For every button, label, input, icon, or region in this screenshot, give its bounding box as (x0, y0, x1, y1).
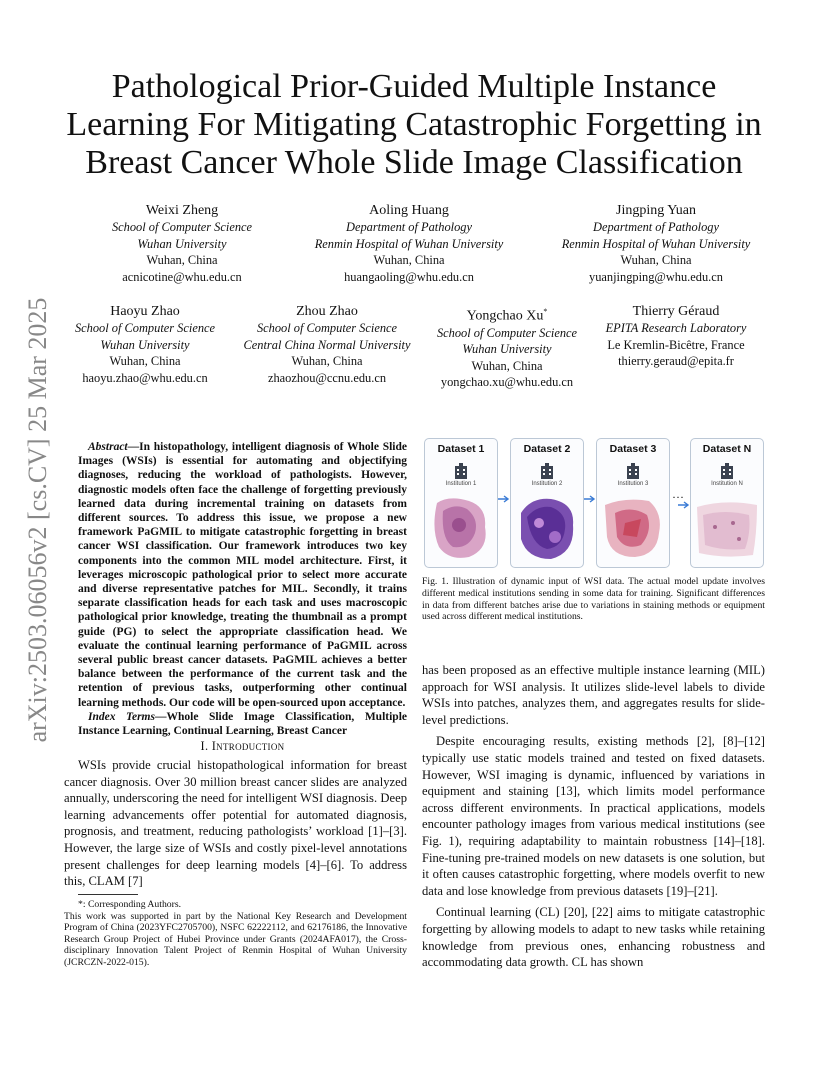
arxiv-id: arXiv:2503.06056v2 [cs.CV] 25 Mar 2025 (23, 297, 52, 743)
author-name: Jingping Yuan (616, 203, 696, 218)
wsi-thumbnail (601, 493, 665, 563)
hospital-icon (718, 463, 736, 479)
author-email: huangaoling@whu.edu.cn (344, 269, 474, 284)
author-org: Le Kremlin-Bicêtre, France (607, 337, 745, 352)
author-block (230, 303, 424, 386)
institution-label: Institution 1 (445, 481, 477, 487)
abstract-text: —In histopathology, intelligent diagnosis of Whole Slide Images (WSIs) is essential for automating and objectifying diagnoses, reducing the workload of pathologists. However, diagnostic models often face the challenge of forgetting previously learned data during incremental training on datasets from different sources. To address this issue, we propose a new framework PaGMIL to mitigate catastrophic forgetting in breast cancer WSI classification. Our framework introduces two key components into the common MIL model architecture. First, it leverages microscopic pathological prior to select more accurate and diverse representative patches for MIL. Secondly, it trains separate classification heads for each task and uses macroscopic pathological prior knowledge, treating the thumbnail as a prompt guide (PG) to select the appropriate classification head. We evaluate the continual learning performance of PaGMIL across several public breast cancer datasets. PaGMIL achieves a better balance between the performance of the current task and the retention of previous tasks, outperforming other continual learning methods. Our code will be open-sourced upon acceptance. (78, 441, 407, 709)
institution-label: Institution N (711, 481, 743, 487)
wsi-thumbnail (429, 493, 493, 563)
author-location: thierry.geraud@epita.fr (618, 354, 734, 369)
index-terms-label: Index Terms (88, 710, 155, 723)
footnote (64, 899, 407, 969)
abstract-label: Abstract (88, 441, 128, 453)
body-paragraph: has been proposed as an effective multiple instance learning (MIL) approach for WSI analysis. It utilizes slide-level labels to divide WSIs into patches, analyzes them, and aggregates results for slide-level predictions. (422, 663, 765, 727)
author-org: Renmin Hospital of Wuhan University (561, 236, 751, 251)
dataset-panel (424, 438, 498, 568)
arrow-right-icon (670, 500, 690, 510)
intro-left-column (64, 757, 407, 890)
author-org: Central China Normal University (243, 337, 411, 352)
author-dept: School of Computer Science (74, 321, 216, 335)
body-paragraph: Continual learning (CL) [20], [22] aims to mitigate catastrophic forgetting by allowing models to adapt to new tasks while retaining knowledge from previous ones, enhancing robustness and accommodating data growth. CL has shown (422, 905, 765, 970)
institution-label: Institution 3 (617, 481, 649, 487)
institution-label: Institution 2 (531, 481, 563, 487)
author-email: zhaozhou@ccnu.edu.cn (267, 370, 387, 385)
author-block (588, 303, 764, 370)
author-dept: Department of Pathology (346, 220, 472, 234)
author-block (92, 202, 272, 285)
dataset-title: Dataset N (702, 443, 752, 455)
author-org: Wuhan University (137, 236, 227, 251)
hospital-icon (452, 463, 470, 479)
dataset-title: Dataset 3 (609, 443, 657, 455)
author-name: Zhou Zhao (296, 304, 358, 319)
dataset-title: Dataset 1 (437, 443, 485, 455)
arrow-right-icon (498, 494, 510, 504)
footnote-funding: This work was supported in part by the National Key Research and Development Program of China (2023YFC2705700), NSFC 62222112, and 62176186, the Innovative Research Group Project of Hubei Province under Grants (2024AFA017), the Cross-disciplinary Innovation Talent Project of Renmin Hospital of Wuhan University (JCRCZN-2022-015). (64, 910, 407, 968)
author-location: Wuhan, China (471, 358, 543, 373)
arxiv-watermark (18, 280, 58, 760)
figure-caption: Fig. 1. Illustration of dynamic input of WSI data. The actual model update involves different medical institutions sending in some data for training. Significant differences in data from different batches arise due to variations in staining methods or equipment used across different medical institutions. (422, 576, 765, 623)
footnote-rule (78, 894, 138, 895)
author-email: yuanjingping@whu.edu.cn (589, 269, 723, 284)
author-dept: School of Computer Science (111, 220, 253, 234)
author-name: Weixi Zheng (145, 203, 219, 218)
author-email: yongchao.xu@whu.edu.cn (440, 375, 574, 390)
hospital-icon (624, 463, 642, 479)
arrow-right-icon (584, 494, 596, 504)
author-email: haoyu.zhao@whu.edu.cn (82, 370, 208, 385)
author-block (62, 303, 228, 386)
dataset-panel (510, 438, 584, 568)
abstract (78, 440, 407, 738)
author-block (424, 303, 590, 391)
author-block (298, 202, 520, 285)
hospital-icon (538, 463, 556, 479)
paper-title: Pathological Prior-Guided Multiple Instance Learning For Mitigating Catastrophic Forgetting in Breast Cancer Whole Slide Image Classification (66, 68, 762, 181)
wsi-thumbnail (515, 493, 579, 563)
author-org: Renmin Hospital of Wuhan University (314, 236, 504, 251)
author-dept: Department of Pathology (593, 220, 719, 234)
author-block (544, 202, 768, 285)
author-location: Wuhan, China (373, 253, 445, 268)
author-name: Thierry Géraud (632, 304, 720, 319)
intro-paragraph: WSIs provide crucial histopathological information for breast cancer diagnosis. Over 30 million breast cancer slides are analyzed annually, underscoring the need for intelligent WSI diagnosis. Deep learning advancements offer potential for automated diagnosis, prognosis, and treatment, reducing pathologists’ workload [1]–[3]. However, the large size of WSIs and costly pixel-level annotations present challenges for deep learning models [4]–[6]. To address this, CLAM [7] (64, 758, 407, 889)
right-column (422, 662, 765, 971)
author-org: Wuhan University (462, 342, 552, 357)
figure-1 (424, 438, 764, 568)
wsi-thumbnail (695, 493, 759, 563)
author-location: Wuhan, China (109, 354, 181, 369)
author-dept: School of Computer Science (256, 321, 398, 335)
author-name: Haoyu Zhao (110, 304, 180, 319)
author-name: Yongchao Xu* (466, 307, 548, 324)
author-location: Wuhan, China (620, 253, 692, 268)
author-email: acnicotine@whu.edu.cn (122, 269, 242, 284)
dataset-panel (596, 438, 670, 568)
abstract-paragraph (78, 440, 407, 710)
author-name: Aoling Huang (369, 203, 449, 218)
author-org: Wuhan University (100, 337, 190, 352)
section-heading: I. Introduction (200, 739, 285, 753)
footnote-corresponding: *: Corresponding Authors. (78, 899, 182, 910)
ellipsis: ··· (672, 490, 684, 504)
author-location: Wuhan, China (146, 253, 218, 268)
body-paragraph: Despite encouraging results, existing methods [2], [8]–[12] typically use static models trained and tested on fixed datasets. However, WSI imaging is dynamic, influenced by variations in equipment and staining [13], which limits model performance across different environments. In practical applications, models encounter pathology images from various medical institutions (see Fig. 1), requiring adaptability to maintain robustness [14]–[18]. Fine-tuning pre-trained models on new datasets is one solution, but it often causes catastrophic forgetting, where models overfit to new data and lose knowledge from previous datasets [19]–[21]. (422, 734, 765, 898)
index-terms-text: —Whole Slide Image Classification, Multiple Instance Learning, Continual Learning, Breast Cancer (78, 710, 407, 738)
author-location: Wuhan, China (291, 354, 363, 369)
author-dept: EPITA Research Laboratory (605, 321, 747, 335)
author-dept: School of Computer Science (436, 325, 578, 340)
corresponding-mark: * (543, 307, 548, 316)
dataset-title: Dataset 2 (523, 443, 571, 455)
dataset-panel (690, 438, 764, 568)
index-terms (78, 710, 407, 738)
